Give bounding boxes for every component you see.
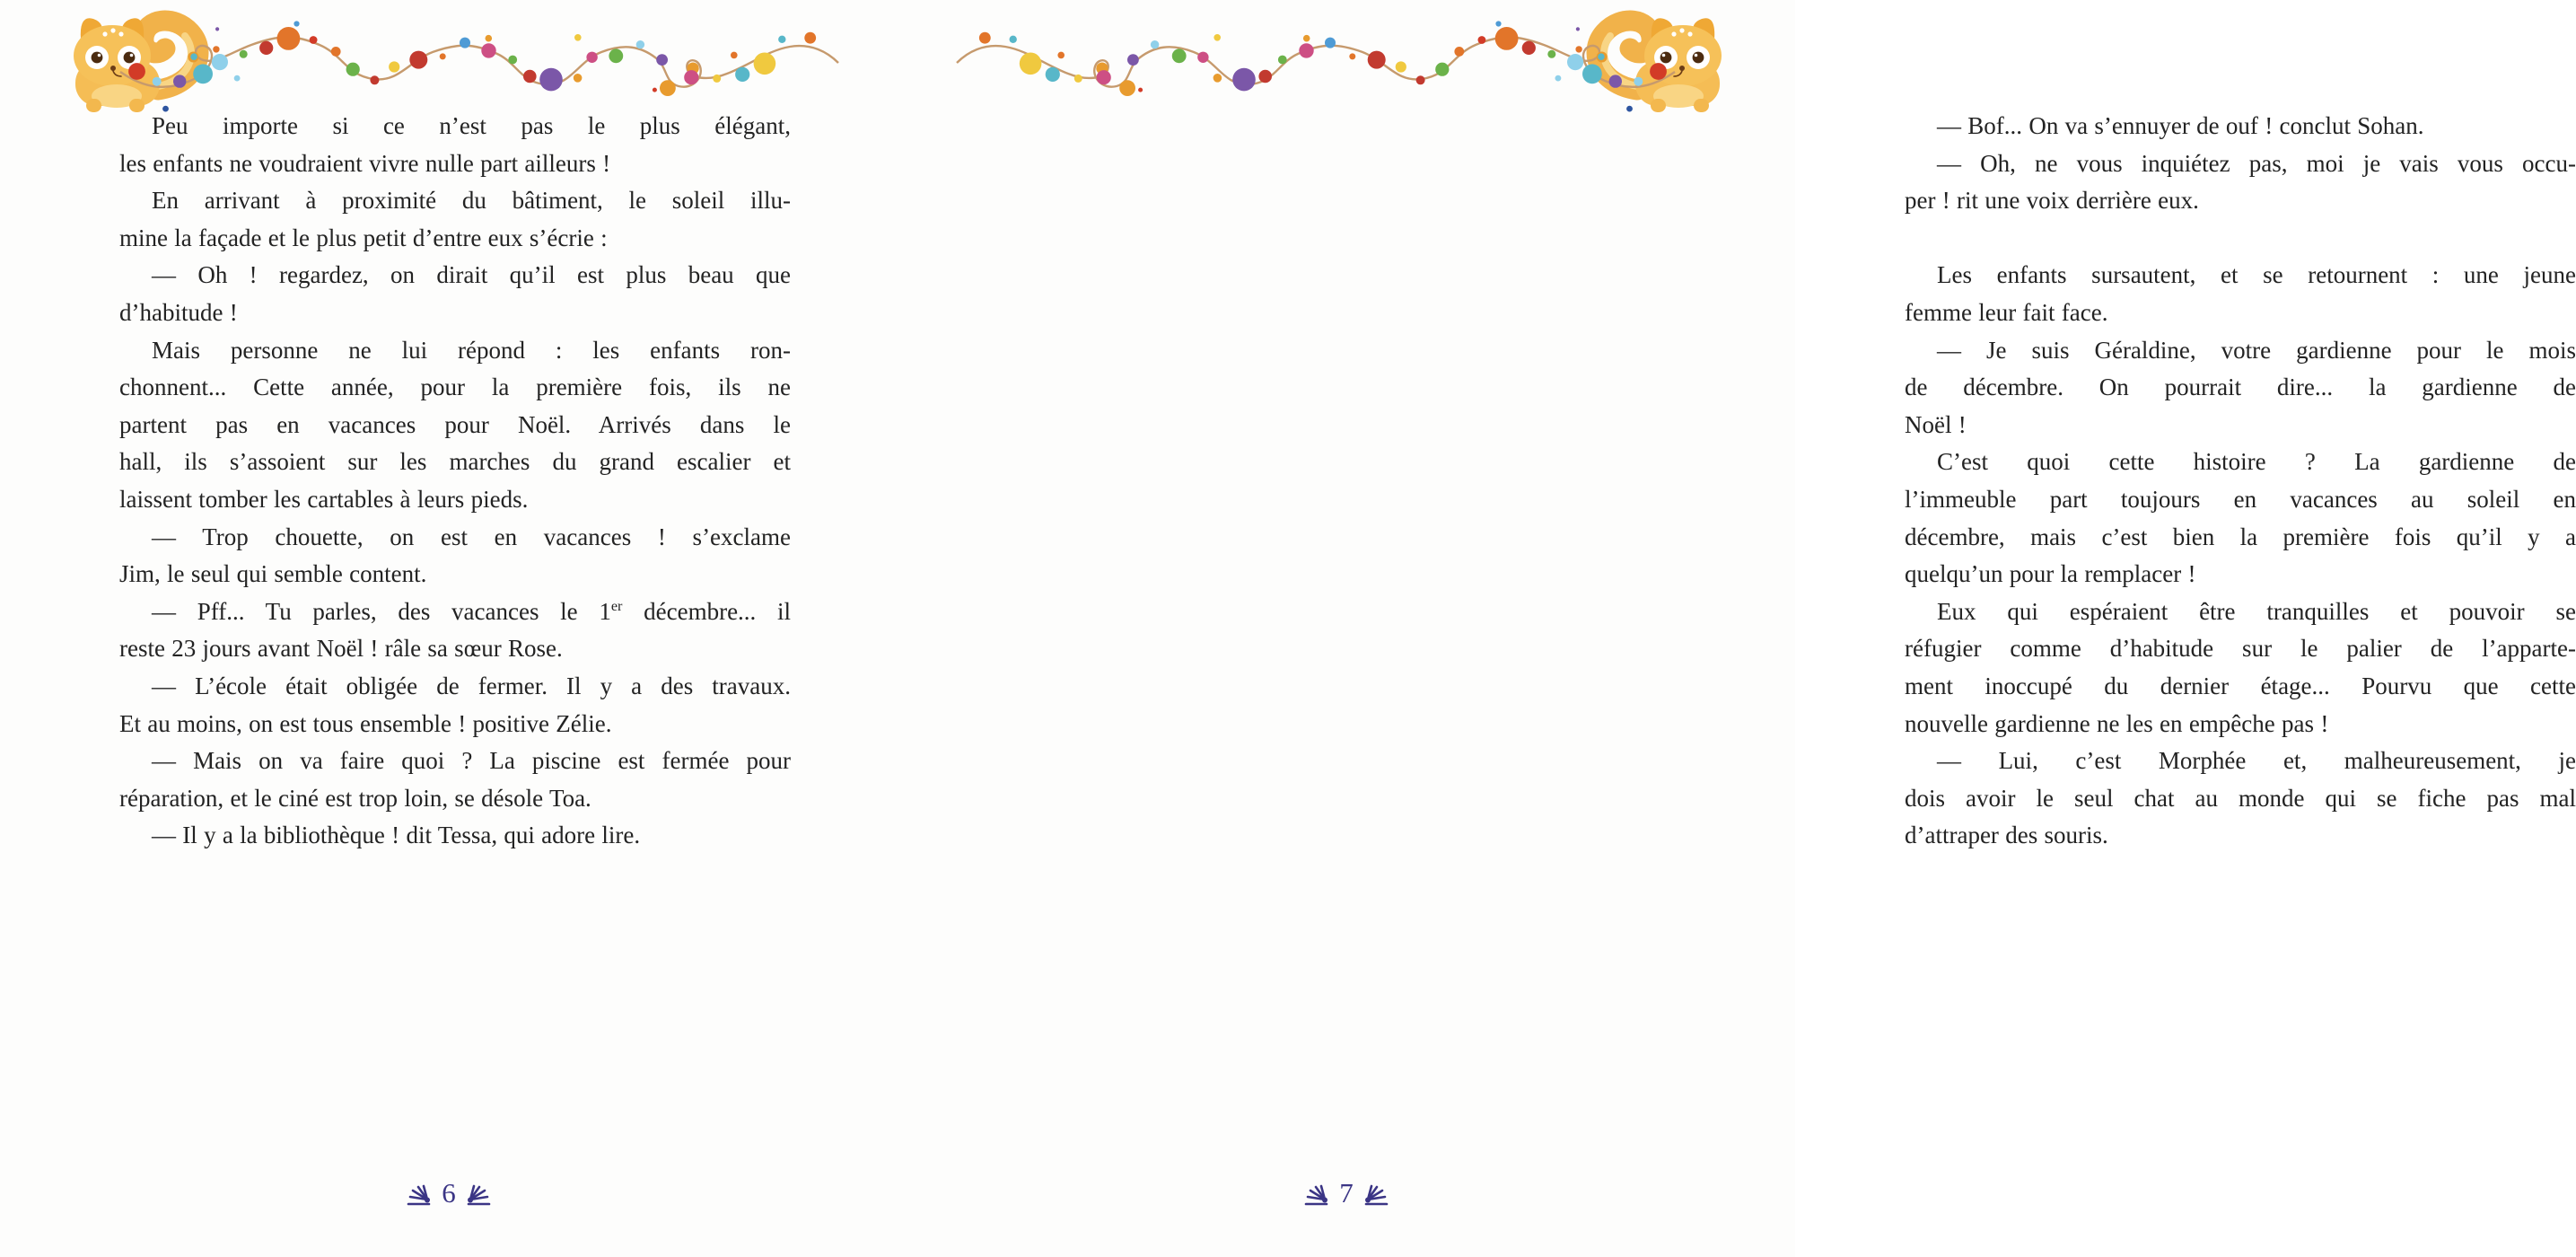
garland-string [957, 37, 1675, 86]
text-line: — Pff... Tu parles, des vacances le 1er décembre... il [152, 597, 792, 625]
text-line: reste 23 jours avant Noël ! râle sa sœur Rose. [119, 635, 563, 663]
sprig-right-icon [466, 1185, 491, 1207]
text-line: dois avoir le seul chat au monde qui se fiche pas mal [1905, 784, 2576, 812]
text-line: Peu importe si ce n’est pas le plus élégant, [152, 112, 791, 139]
page-number: 6 [442, 1177, 456, 1209]
text-line: per ! rit une voix derrière eux. [1905, 187, 2199, 215]
text-line: Noël ! [1905, 410, 1967, 438]
sprig-right-icon [1363, 1185, 1389, 1207]
text-line: hall, ils s’assoient sur les marches du grand escalier et [119, 448, 791, 476]
text-line: Jim, le seul qui semble content. [119, 560, 427, 588]
page-number-row [898, 1176, 1795, 1216]
fairy-lights-garland [45, 7, 844, 113]
header-garland-left [45, 7, 844, 113]
text-line: Eux qui espéraient être tranquilles et pouvoir se [1937, 597, 2576, 625]
text-line: réparation, et le ciné est trop loin, se désole Toa. [119, 784, 591, 812]
text-line: — Il y a la bibliothèque ! dit Tessa, qui adore lire. [152, 822, 641, 849]
text-line: ment inoccupé du dernier étage... Pourvu que cette [1905, 672, 2576, 699]
text-line: — Trop chouette, on est en vacances ! s’exclame [152, 523, 791, 550]
page-number: 7 [1339, 1177, 1354, 1209]
text-line: de décembre. On pourrait dire... la gardienne de [1905, 374, 2576, 401]
text-line: les enfants ne voudraient vivre nulle part ailleurs ! [119, 149, 611, 177]
text-line: réfugier comme d’habitude sur le palier de l’apparte- [1905, 635, 2576, 663]
sprig-icon [1363, 1185, 1389, 1207]
text-line: — Oh, ne vous inquiétez pas, moi je vais vous occu- [1937, 149, 2576, 177]
text-line: quelqu’un pour la remplacer ! [1905, 560, 2196, 588]
text-line: Mais personne ne lui répond : les enfants ron- [152, 336, 791, 364]
text-line: décembre, mais c’est bien la première fois qu’il y a [1905, 523, 2576, 550]
sprig-icon [466, 1185, 491, 1207]
sprig-left-icon [1304, 1185, 1329, 1207]
page-text [1905, 108, 2576, 855]
garland-string [120, 37, 838, 86]
text-line: Et au moins, on est tous ensemble ! positive Zélie. [119, 709, 612, 737]
text-line: laissent tomber les cartables à leurs pieds. [119, 485, 529, 513]
text-line: femme leur fait face. [1905, 298, 2108, 326]
page-right [898, 0, 2576, 1257]
text-line: — Je suis Géraldine, votre gardienne pour le mois [1937, 336, 2576, 364]
paragraph-gap [1905, 220, 2576, 258]
text-line: En arrivant à proximité du bâtiment, le soleil illu- [152, 187, 791, 215]
text-line: Les enfants sursautent, et se retournent : une jeune [1937, 261, 2576, 289]
text-line: d’attraper des souris. [1905, 822, 2108, 849]
text-line: mine la façade et le plus petit d’entre eux s’écrie : [119, 224, 608, 251]
page-number-row [0, 1176, 898, 1216]
fairy-lights-garland [951, 7, 1750, 113]
sprig-icon [407, 1185, 432, 1207]
page-text [119, 108, 791, 855]
sprig-icon [1304, 1185, 1329, 1207]
page-left [0, 0, 898, 1257]
text-line: l’immeuble part toujours en vacances au soleil en [1905, 485, 2576, 513]
header-garland-right [951, 7, 1750, 113]
text-line: — Lui, c’est Morphée et, malheureusement, je [1937, 747, 2576, 775]
text-line: d’habitude ! [119, 298, 238, 326]
text-line: — Mais on va faire quoi ? La piscine est fermée pour [152, 747, 791, 775]
text-line: C’est quoi cette histoire ? La gardienne de [1937, 448, 2576, 476]
text-line: partent pas en vacances pour Noël. Arrivés dans le [119, 410, 791, 438]
text-line: chonnent... Cette année, pour la première fois, ils ne [119, 374, 791, 401]
sprig-left-icon [407, 1185, 432, 1207]
text-line: nouvelle gardienne ne les en empêche pas ! [1905, 709, 2329, 737]
text-line: — Oh ! regardez, on dirait qu’il est plus beau que [152, 261, 791, 289]
text-line: — Bof... On va s’ennuyer de ouf ! conclut Sohan. [1937, 112, 2424, 139]
text-line: — L’école était obligée de fermer. Il y a des travaux. [152, 672, 791, 699]
